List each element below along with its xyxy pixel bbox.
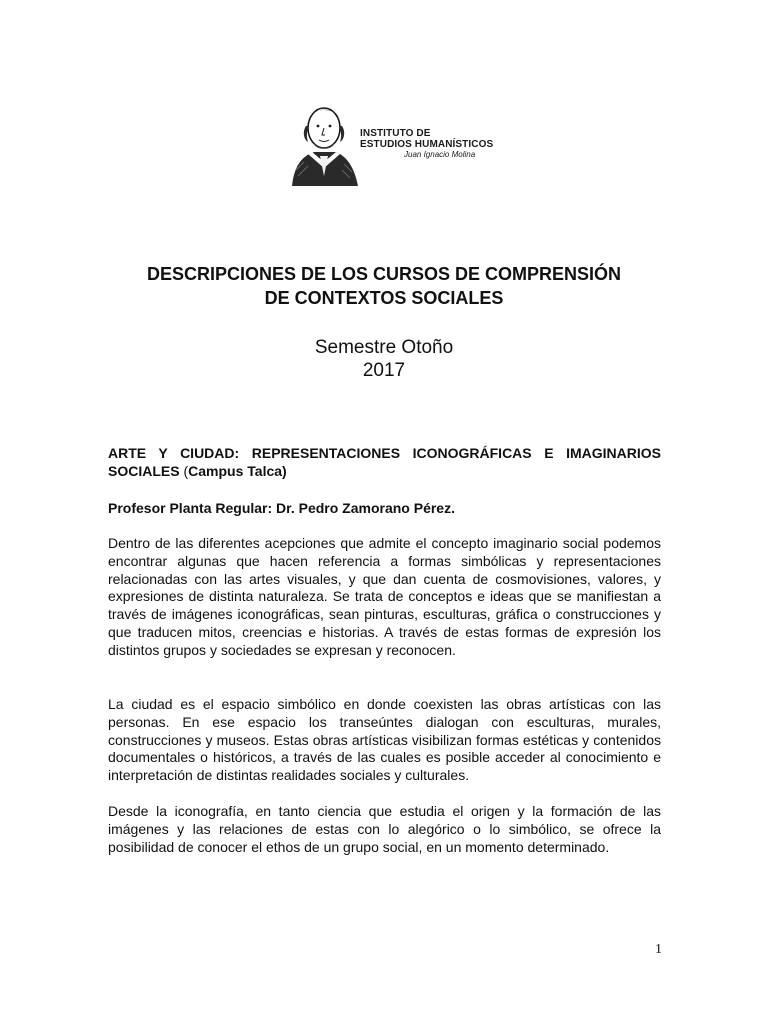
course-title [108,444,661,480]
campus-label: Campus Talca) [188,463,287,479]
semester-line-1: Semestre Otoño [314,337,454,358]
paragraph-3: Desde la iconografía, en tanto ciencia que estudia el origen y la formación de las imágenes y las relaciones de estas con lo alegórico o lo simbólico, se ofrece la posibilidad de conocer el ethos de un grupo social, en un momento determinado. [108,803,661,855]
paragraph-1: Dentro de las diferentes acepciones que admite el concepto imaginario social podemos encontrar algunas que hacen referencia a formas simbólicas y representaciones relacionadas con las artes visuales, y que dan cuenta de cosmovisiones, valores, y expresiones de distinta naturaleza. Se trata de conceptos e ideas que se manifiestan a través de imágenes iconográficas, sean pinturas, esculturas, gráfica o construcciones y que traducen mitos, creencias e historias. A través de estas formas de expresión los distintos grupos y sociedades se expresan y reconocen. [108,535,661,658]
campus-open-paren: ( [183,463,189,479]
course-title-text: ARTE Y CIUDAD: REPRESENTACIONES ICONOGRÁFICAS E IMAGINARIOS SOCIALES [108,445,661,479]
professor-line: Profesor Planta Regular: Dr. Pedro Zamorano Pérez. [108,500,455,516]
semester-heading [84,336,684,382]
page-number: 1 [655,942,662,957]
logo-text [360,128,493,160]
document-title [84,262,684,310]
logo-line-studies: ESTUDIOS HUMANÍSTICOS [360,139,494,150]
paragraph-2: La ciudad es el espacio simbólico en donde coexisten las obras artísticas con las personas. En ese espacio los transeúntes dialogan con esculturas, murales, construcciones y museos. Estas obras artísticas visibilizan formas estéticas y contenidos documentales o históricos, a través de las cuales es posible acceder al conocimiento e interpretación de distintas realidades sociales y culturales. [108,696,661,784]
logo-line-institute: INSTITUTO DE [360,128,431,139]
title-line-2: DE CONTEXTOS SOCIALES [264,288,504,308]
institute-logo [284,96,504,188]
portrait-engraving-icon [284,96,364,188]
logo-line-name: Juan Ignacio Molina [404,150,476,159]
title-line-1: DESCRIPCIONES DE LOS CURSOS DE COMPRENSIÓN [146,264,622,284]
semester-line-2: 2017 [362,360,406,381]
